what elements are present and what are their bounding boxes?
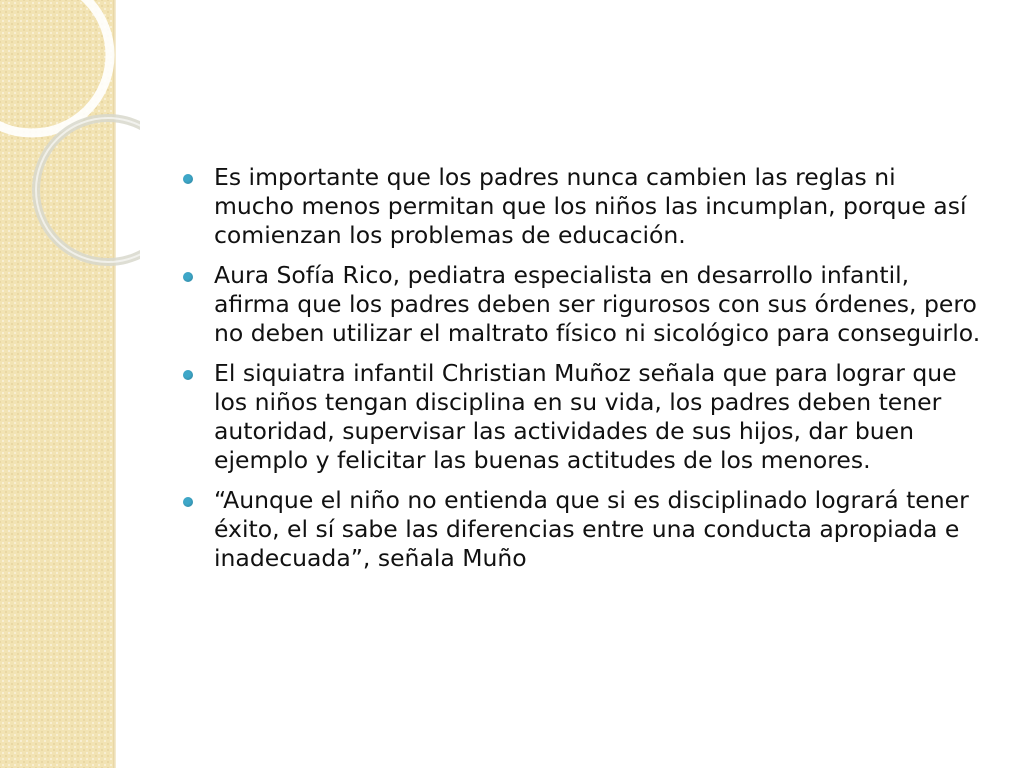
bullet-dot-icon [183, 174, 193, 184]
slide-content [183, 163, 983, 584]
bullet-text: Es importante que los padres nunca cambien las reglas ni mucho menos permitan que los niños las incumplan, porque así comienzan los problemas de educación. [214, 163, 967, 249]
bullet-item [183, 359, 983, 475]
bullet-text: El siquiatra infantil Christian Muñoz señala que para lograr que los niños tengan disciplina en su vida, los padres deben tener autoridad, supervisar las actividades de sus hijos, dar buen ejemplo y felicitar las buenas actitudes de los menores. [214, 359, 957, 474]
bullet-dot-icon [183, 272, 193, 282]
decorative-rings [0, 0, 140, 320]
bullet-item [183, 163, 983, 250]
bullet-item [183, 261, 983, 348]
decorative-ring-large [0, 0, 110, 133]
bullet-item [183, 486, 983, 573]
decorative-ring-small [36, 118, 140, 262]
bullet-list [183, 163, 983, 573]
bullet-text: “Aunque el niño no entienda que si es disciplinado logrará tener éxito, el sí sabe las diferencias entre una conducta apropiada e inadecuada”, señala Muño [214, 486, 969, 572]
bullet-dot-icon [183, 370, 193, 380]
bullet-text: Aura Sofía Rico, pediatra especialista en desarrollo infantil, afirma que los padres deben ser rigurosos con sus órdenes, pero no deben utilizar el maltrato físico ni sicológico para conseguirlo. [214, 261, 981, 347]
bullet-dot-icon [183, 497, 193, 507]
